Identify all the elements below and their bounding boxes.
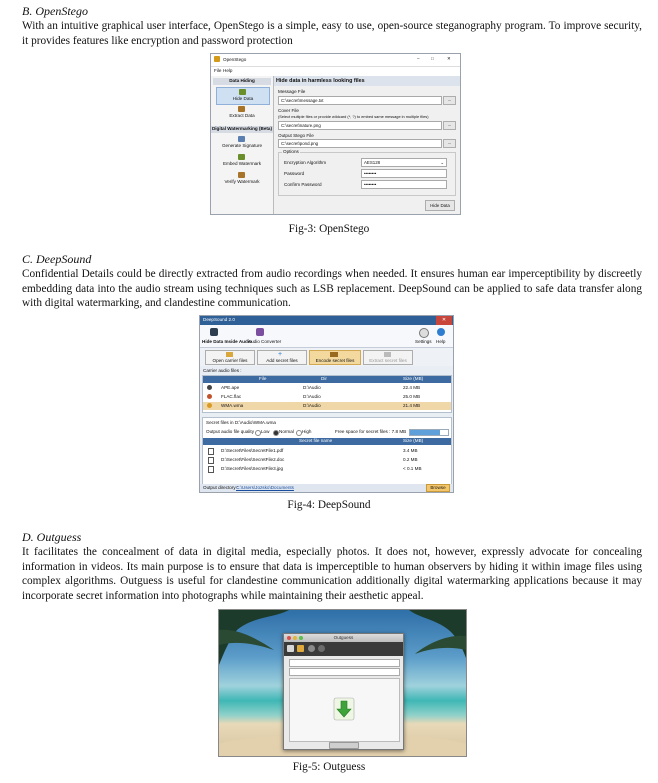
carrier-table-header — [203, 376, 451, 383]
folder-icon[interactable] — [297, 645, 304, 652]
deepsound-window — [199, 315, 454, 493]
panel-title: Hide data in harmless looking files — [274, 76, 461, 86]
key-input[interactable] — [289, 659, 400, 667]
hide-data-label: Hide Data — [232, 96, 254, 101]
confirm-password-label: Confirm Password — [284, 182, 322, 187]
add-secret-files-label: Add secret files — [266, 358, 298, 363]
add-secret-files-button[interactable] — [257, 350, 307, 365]
image-drop-area[interactable] — [289, 678, 400, 742]
outguess-action-button[interactable] — [329, 742, 359, 749]
file-icon — [208, 448, 214, 455]
table-row[interactable] — [203, 384, 451, 392]
group-data-hiding: Data Hiding — [213, 78, 271, 85]
encode-secret-files-label: Encode secret files — [315, 358, 355, 363]
audio-file-icon — [207, 385, 212, 390]
nav-extract-data[interactable] — [216, 105, 268, 121]
close-icon[interactable]: ✕ — [436, 316, 452, 325]
chevron-down-icon: ⌄ — [440, 160, 444, 165]
carrier-files-table — [202, 375, 452, 413]
settings-icon[interactable] — [308, 645, 315, 652]
secret-files-label: Secret files in D:\Audio\WMA.wma — [206, 420, 276, 425]
section-body-deepsound: Confidential Details could be directly extracted from audio recordings when needed. It ensures human ear imperceptibility by discreetly embedding data into the audio stream using techniques such as LSB replacement. DeepSound can be applied to safe data transfer along with digital watermarking, and clandestine communication. — [22, 268, 642, 309]
message-browse-button[interactable]: ... — [443, 96, 456, 105]
carrier-file-dir: D:\Audio — [303, 403, 321, 408]
generate-signature-label: Generate Signature — [221, 143, 263, 148]
openstego-window — [210, 53, 461, 215]
deepsound-ribbon — [200, 325, 453, 348]
options-group — [278, 149, 456, 196]
table-row[interactable] — [203, 456, 451, 464]
verify-watermark-label: Verify Watermark — [224, 179, 260, 184]
audio-file-icon — [207, 394, 212, 399]
message-file-label: Message File — [278, 89, 306, 94]
secret-file-name: D:\Secret\Files\SecretFile1.pdf — [221, 448, 284, 453]
plus-icon: + — [278, 351, 283, 358]
figure-caption-openstego: Fig-3: OpenStego — [288, 223, 370, 235]
col-size: Size (MB) — [403, 376, 424, 381]
encryption-value: AES128 — [364, 160, 381, 165]
nav-embed-watermark[interactable] — [216, 153, 268, 169]
table-row[interactable] — [203, 447, 451, 455]
outguess-window — [283, 633, 404, 750]
deepsound-footer — [200, 484, 453, 492]
hide-data-icon — [239, 89, 246, 95]
openstego-main-panel — [274, 76, 460, 214]
output-browse-button[interactable]: ... — [443, 139, 456, 148]
secret-file-name: D:\Secret\Files\SecretFile2.doc — [221, 457, 285, 462]
output-file-label: Output Stego File — [278, 133, 314, 138]
secret-file-size: < 0.1 MB — [403, 466, 422, 471]
quality-low-label: Low — [261, 429, 270, 434]
encryption-select[interactable] — [361, 158, 447, 167]
section-heading-outguess: D. Outguess — [22, 530, 82, 544]
info-icon[interactable] — [318, 645, 325, 652]
section-body-outguess: It facilitates the concealment of data in digital media, especially photos. It does not, however, expressly advocate for concealing information in videos. Its main purpose is to ensure that data is imperceptible to human observers by hiding it within image files using complex algorithms. Outguess is useful for clandestine communication additionally digital watermarking applications because it may incorporate secret information into photographs while maintaining their aesthetic appeal. — [22, 546, 642, 602]
open-carrier-files-button[interactable] — [205, 350, 255, 365]
file-icon — [208, 466, 214, 473]
carrier-file-name: APE.ape — [221, 385, 240, 390]
help-icon[interactable] — [437, 328, 445, 336]
output-file-input[interactable]: C:\secret\pond.png — [278, 139, 442, 148]
outguess-toolbar — [284, 642, 403, 656]
options-label: Options — [283, 149, 299, 154]
confirm-password-input[interactable]: •••••••• — [361, 180, 447, 189]
deepsound-toolbar — [200, 348, 453, 366]
section-heading-openstego: B. OpenStego — [22, 4, 88, 18]
secret-files-panel — [202, 417, 452, 485]
carrier-file-dir: D:\Audio — [303, 385, 321, 390]
quality-label: Output audio file quality — [206, 429, 255, 434]
outguess-screenshot — [218, 609, 467, 757]
carrier-file-name: FLAC.flac — [221, 394, 242, 399]
encode-icon — [330, 352, 338, 357]
section-body-openstego: With an intuitive graphical user interface, OpenStego is a simple, easy to use, open-source steganography program. To improve security, it provides features like encryption and password protection — [22, 20, 642, 47]
close-icon[interactable]: ✕ — [447, 56, 451, 61]
gear-icon[interactable] — [419, 328, 429, 338]
cover-file-label: Cover File — [278, 108, 299, 113]
palm-fronds-right — [409, 610, 466, 658]
secret-file-name: D:\Secret\Files\SecretFile3.jpg — [221, 466, 284, 471]
palm-frond — [219, 630, 274, 650]
output-directory-link[interactable]: C:\Users\Jozsko\Documents — [236, 485, 294, 490]
embed-watermark-icon — [238, 154, 245, 160]
openstego-titlebar — [211, 54, 460, 67]
cover-browse-button[interactable]: ... — [443, 121, 456, 130]
file-icon — [208, 457, 214, 464]
extract-secret-files-label: Extract secret files — [369, 358, 407, 363]
table-row[interactable] — [203, 402, 451, 410]
outguess-titlebar — [284, 634, 403, 642]
quality-high-label: High — [302, 429, 312, 434]
output-directory-label: Output directory : — [203, 485, 239, 490]
nav-hide-data[interactable] — [216, 87, 270, 105]
carrier-file-dir: D:\Audio — [303, 394, 321, 399]
embed-watermark-label: Embed Watermark — [222, 161, 262, 166]
message-file-input[interactable]: C:\secret\message.txt — [278, 96, 442, 105]
col-file: File — [259, 376, 267, 381]
deepsound-titlebar — [200, 316, 453, 325]
openstego-menubar — [211, 67, 460, 76]
openstego-sidebar — [211, 76, 274, 214]
open-icon[interactable] — [287, 645, 294, 652]
carrier-file-size: 22.4 MB — [403, 385, 421, 390]
browse-button[interactable]: Browse — [426, 484, 450, 492]
verify-watermark-icon — [238, 172, 245, 178]
figure-caption-deepsound: Fig-4: DeepSound — [287, 499, 371, 511]
extract-data-label: Extract Data — [229, 113, 255, 118]
figure-caption-outguess: Fig-5: Outguess — [292, 761, 366, 773]
signature-icon — [238, 136, 245, 142]
cover-file-hint: (Select multiple files or provide wildcard (*, ?) to embed same message in multiple files) — [278, 114, 429, 119]
cover-file-input[interactable]: C:\secret\nature.png — [278, 121, 442, 130]
table-row[interactable] — [203, 465, 451, 473]
folder-icon — [226, 352, 233, 357]
encryption-label: Encryption Algorithm — [284, 160, 327, 165]
password-input[interactable]: •••••••• — [361, 169, 447, 178]
hide-data-audio-icon — [210, 328, 218, 336]
col-secret-size: Size (MB) — [403, 438, 424, 443]
free-space-label: Free space for secret files : 7.8 MB — [335, 429, 407, 434]
deepsound-title: DeepSound 2.0 — [203, 317, 235, 322]
col-secret-file-name: Secret file name — [299, 438, 333, 443]
outguess-title: Outguess — [333, 635, 354, 640]
free-space-bar — [409, 429, 449, 436]
tab-hide-data-inside-audio[interactable]: Hide Data Inside Audio — [202, 339, 252, 344]
message-input[interactable] — [289, 668, 400, 676]
open-carrier-files-label: Open carrier files — [212, 358, 248, 363]
section-heading-deepsound: C. DeepSound — [22, 252, 92, 266]
audio-converter-icon — [256, 328, 264, 336]
openstego-title: OpenStego — [223, 57, 247, 62]
maximize-icon[interactable]: □ — [431, 56, 434, 61]
quality-normal-label: Normal — [279, 429, 294, 434]
carrier-file-size: 25.0 MB — [403, 394, 421, 399]
menu-file[interactable]: File — [214, 68, 222, 73]
extract-secret-files-button[interactable] — [363, 350, 413, 365]
free-space-bar-fill — [410, 430, 440, 435]
password-label: Password — [284, 171, 305, 176]
menu-help[interactable]: Help — [223, 68, 233, 73]
col-dir: Dir — [321, 376, 327, 381]
secret-file-size: 3.4 MB — [403, 448, 418, 453]
secret-table-header — [203, 438, 451, 445]
extract-data-icon — [238, 106, 245, 112]
openstego-app-icon — [214, 56, 220, 62]
download-arrow-icon — [332, 696, 356, 722]
settings-label[interactable]: Settings — [415, 339, 432, 344]
nav-generate-signature[interactable] — [216, 135, 268, 151]
extract-icon — [384, 352, 391, 357]
carrier-file-size: 21.4 MB — [403, 403, 421, 408]
help-label[interactable]: Help — [436, 339, 446, 344]
palm-frond — [415, 636, 466, 654]
tab-audio-converter[interactable]: Audio Converter — [248, 339, 282, 344]
table-row[interactable] — [203, 393, 451, 401]
group-digital-watermarking: Digital Watermarking (Beta) — [211, 126, 273, 131]
minimize-icon[interactable]: – — [417, 56, 420, 61]
audio-file-icon — [207, 403, 212, 408]
encode-secret-files-button[interactable] — [309, 350, 361, 365]
carrier-file-name: WMA.wma — [221, 403, 244, 408]
hide-data-button[interactable]: Hide Data — [425, 200, 455, 211]
carrier-files-label: Carrier audio files : — [203, 368, 242, 373]
secret-file-size: 0.2 MB — [403, 457, 418, 462]
nav-verify-watermark[interactable] — [216, 171, 268, 187]
